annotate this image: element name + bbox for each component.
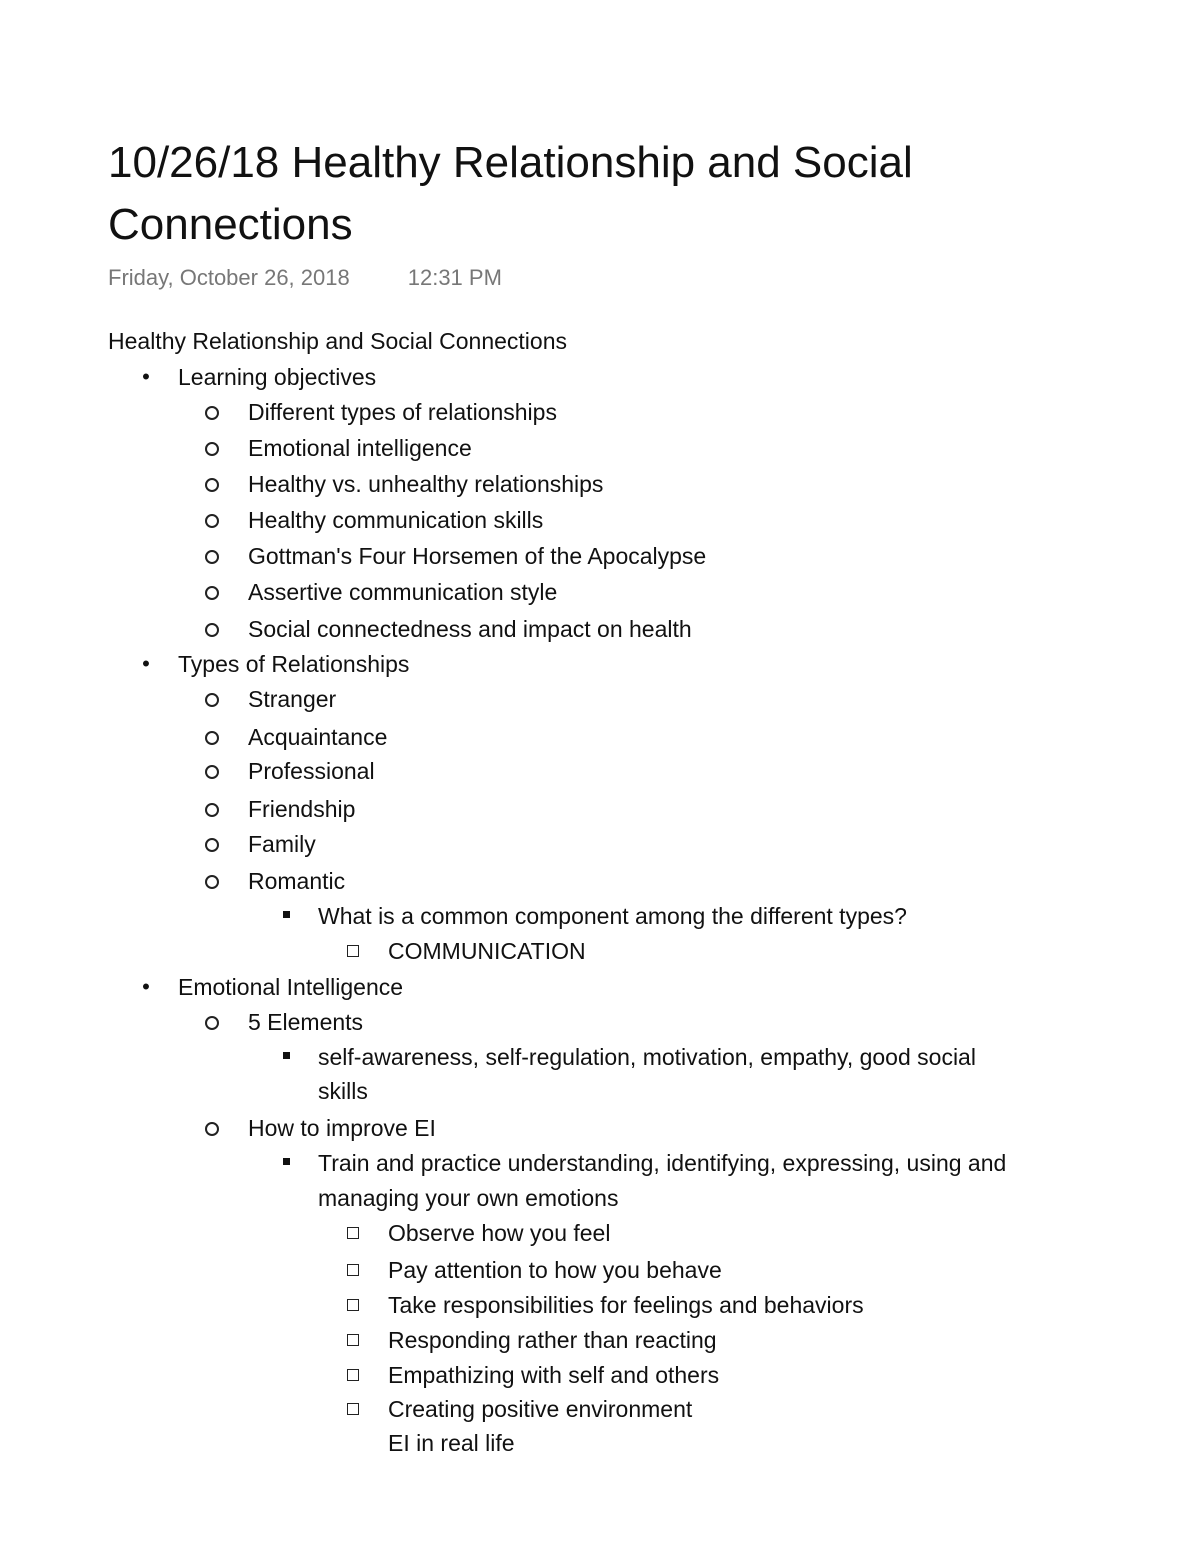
- list-item: Emotional intelligence: [248, 435, 472, 461]
- open-square-bullet: [347, 1227, 359, 1239]
- page-title: 10/26/18 Healthy Relationship and Social Connections: [108, 138, 913, 249]
- circle-bullet: [205, 550, 219, 564]
- note-time: 12:31 PM: [407, 265, 502, 290]
- list-item: How to improve EI: [248, 1115, 436, 1141]
- list-item: Emotional Intelligence: [178, 974, 404, 1000]
- section-heading: Healthy Relationship and Social Connections: [108, 328, 568, 354]
- list-item: Stranger: [248, 686, 337, 712]
- open-square-bullet: [347, 1369, 359, 1381]
- list-item: Different types of relationships: [248, 399, 557, 425]
- open-square-bullet: [347, 1403, 359, 1415]
- list-item: Take responsibilities for feelings and behaviors: [388, 1292, 864, 1318]
- open-square-bullet: [347, 1264, 359, 1276]
- disc-bullet: [134, 972, 158, 1002]
- circle-bullet: [205, 586, 219, 600]
- list-item: Learning objectives: [178, 364, 377, 390]
- square-bullet: [283, 1052, 290, 1059]
- circle-bullet: [205, 765, 219, 779]
- open-square-bullet: [347, 1299, 359, 1311]
- list-item: Acquaintance: [248, 724, 388, 750]
- circle-bullet: [205, 1016, 219, 1030]
- circle-bullet: [205, 514, 219, 528]
- note-timestamp: [108, 263, 502, 293]
- list-item: Train and practice understanding, identifying, expressing, using and: [318, 1150, 1007, 1176]
- list-item: Healthy communication skills: [248, 507, 544, 533]
- list-item: Pay attention to how you behave: [388, 1257, 722, 1283]
- list-item: Professional: [248, 758, 375, 784]
- open-square-bullet: [347, 1334, 359, 1346]
- list-item: COMMUNICATION: [388, 938, 586, 964]
- list-item: 5 Elements: [248, 1009, 364, 1035]
- list-item: Responding rather than reacting: [388, 1327, 717, 1353]
- circle-bullet: [205, 478, 219, 492]
- list-item: Gottman's Four Horsemen of the Apocalypse: [248, 543, 707, 569]
- circle-bullet: [205, 442, 219, 456]
- list-item: Creating positive environment: [388, 1396, 693, 1422]
- note-date: Friday, October 26, 2018: [108, 265, 350, 290]
- list-item: Assertive communication style: [248, 579, 558, 605]
- circle-bullet: [205, 838, 219, 852]
- circle-bullet: [205, 731, 219, 745]
- list-item: Healthy vs. unhealthy relationships: [248, 471, 604, 497]
- list-item: Social connectedness and impact on health: [248, 616, 692, 642]
- list-item: self-awareness, self-regulation, motivation, empathy, good social: [318, 1044, 976, 1070]
- list-item-continuation: skills: [318, 1078, 368, 1104]
- square-bullet: [283, 911, 290, 918]
- disc-bullet: [134, 362, 158, 392]
- list-item: Observe how you feel: [388, 1220, 611, 1246]
- disc-bullet: [134, 649, 158, 679]
- clipped-list-item: EI in real life: [388, 1430, 515, 1456]
- list-item-continuation: managing your own emotions: [318, 1185, 619, 1211]
- circle-bullet: [205, 406, 219, 420]
- circle-bullet: [205, 623, 219, 637]
- open-square-bullet: [347, 945, 359, 957]
- list-item: Empathizing with self and others: [388, 1362, 720, 1388]
- list-item: Friendship: [248, 796, 356, 822]
- circle-bullet: [205, 1122, 219, 1136]
- list-item: Family: [248, 831, 316, 857]
- list-item: What is a common component among the different types?: [318, 903, 907, 929]
- list-item: Types of Relationships: [178, 651, 410, 677]
- list-item: Romantic: [248, 868, 346, 894]
- circle-bullet: [205, 875, 219, 889]
- square-bullet: [283, 1158, 290, 1165]
- circle-bullet: [205, 693, 219, 707]
- circle-bullet: [205, 803, 219, 817]
